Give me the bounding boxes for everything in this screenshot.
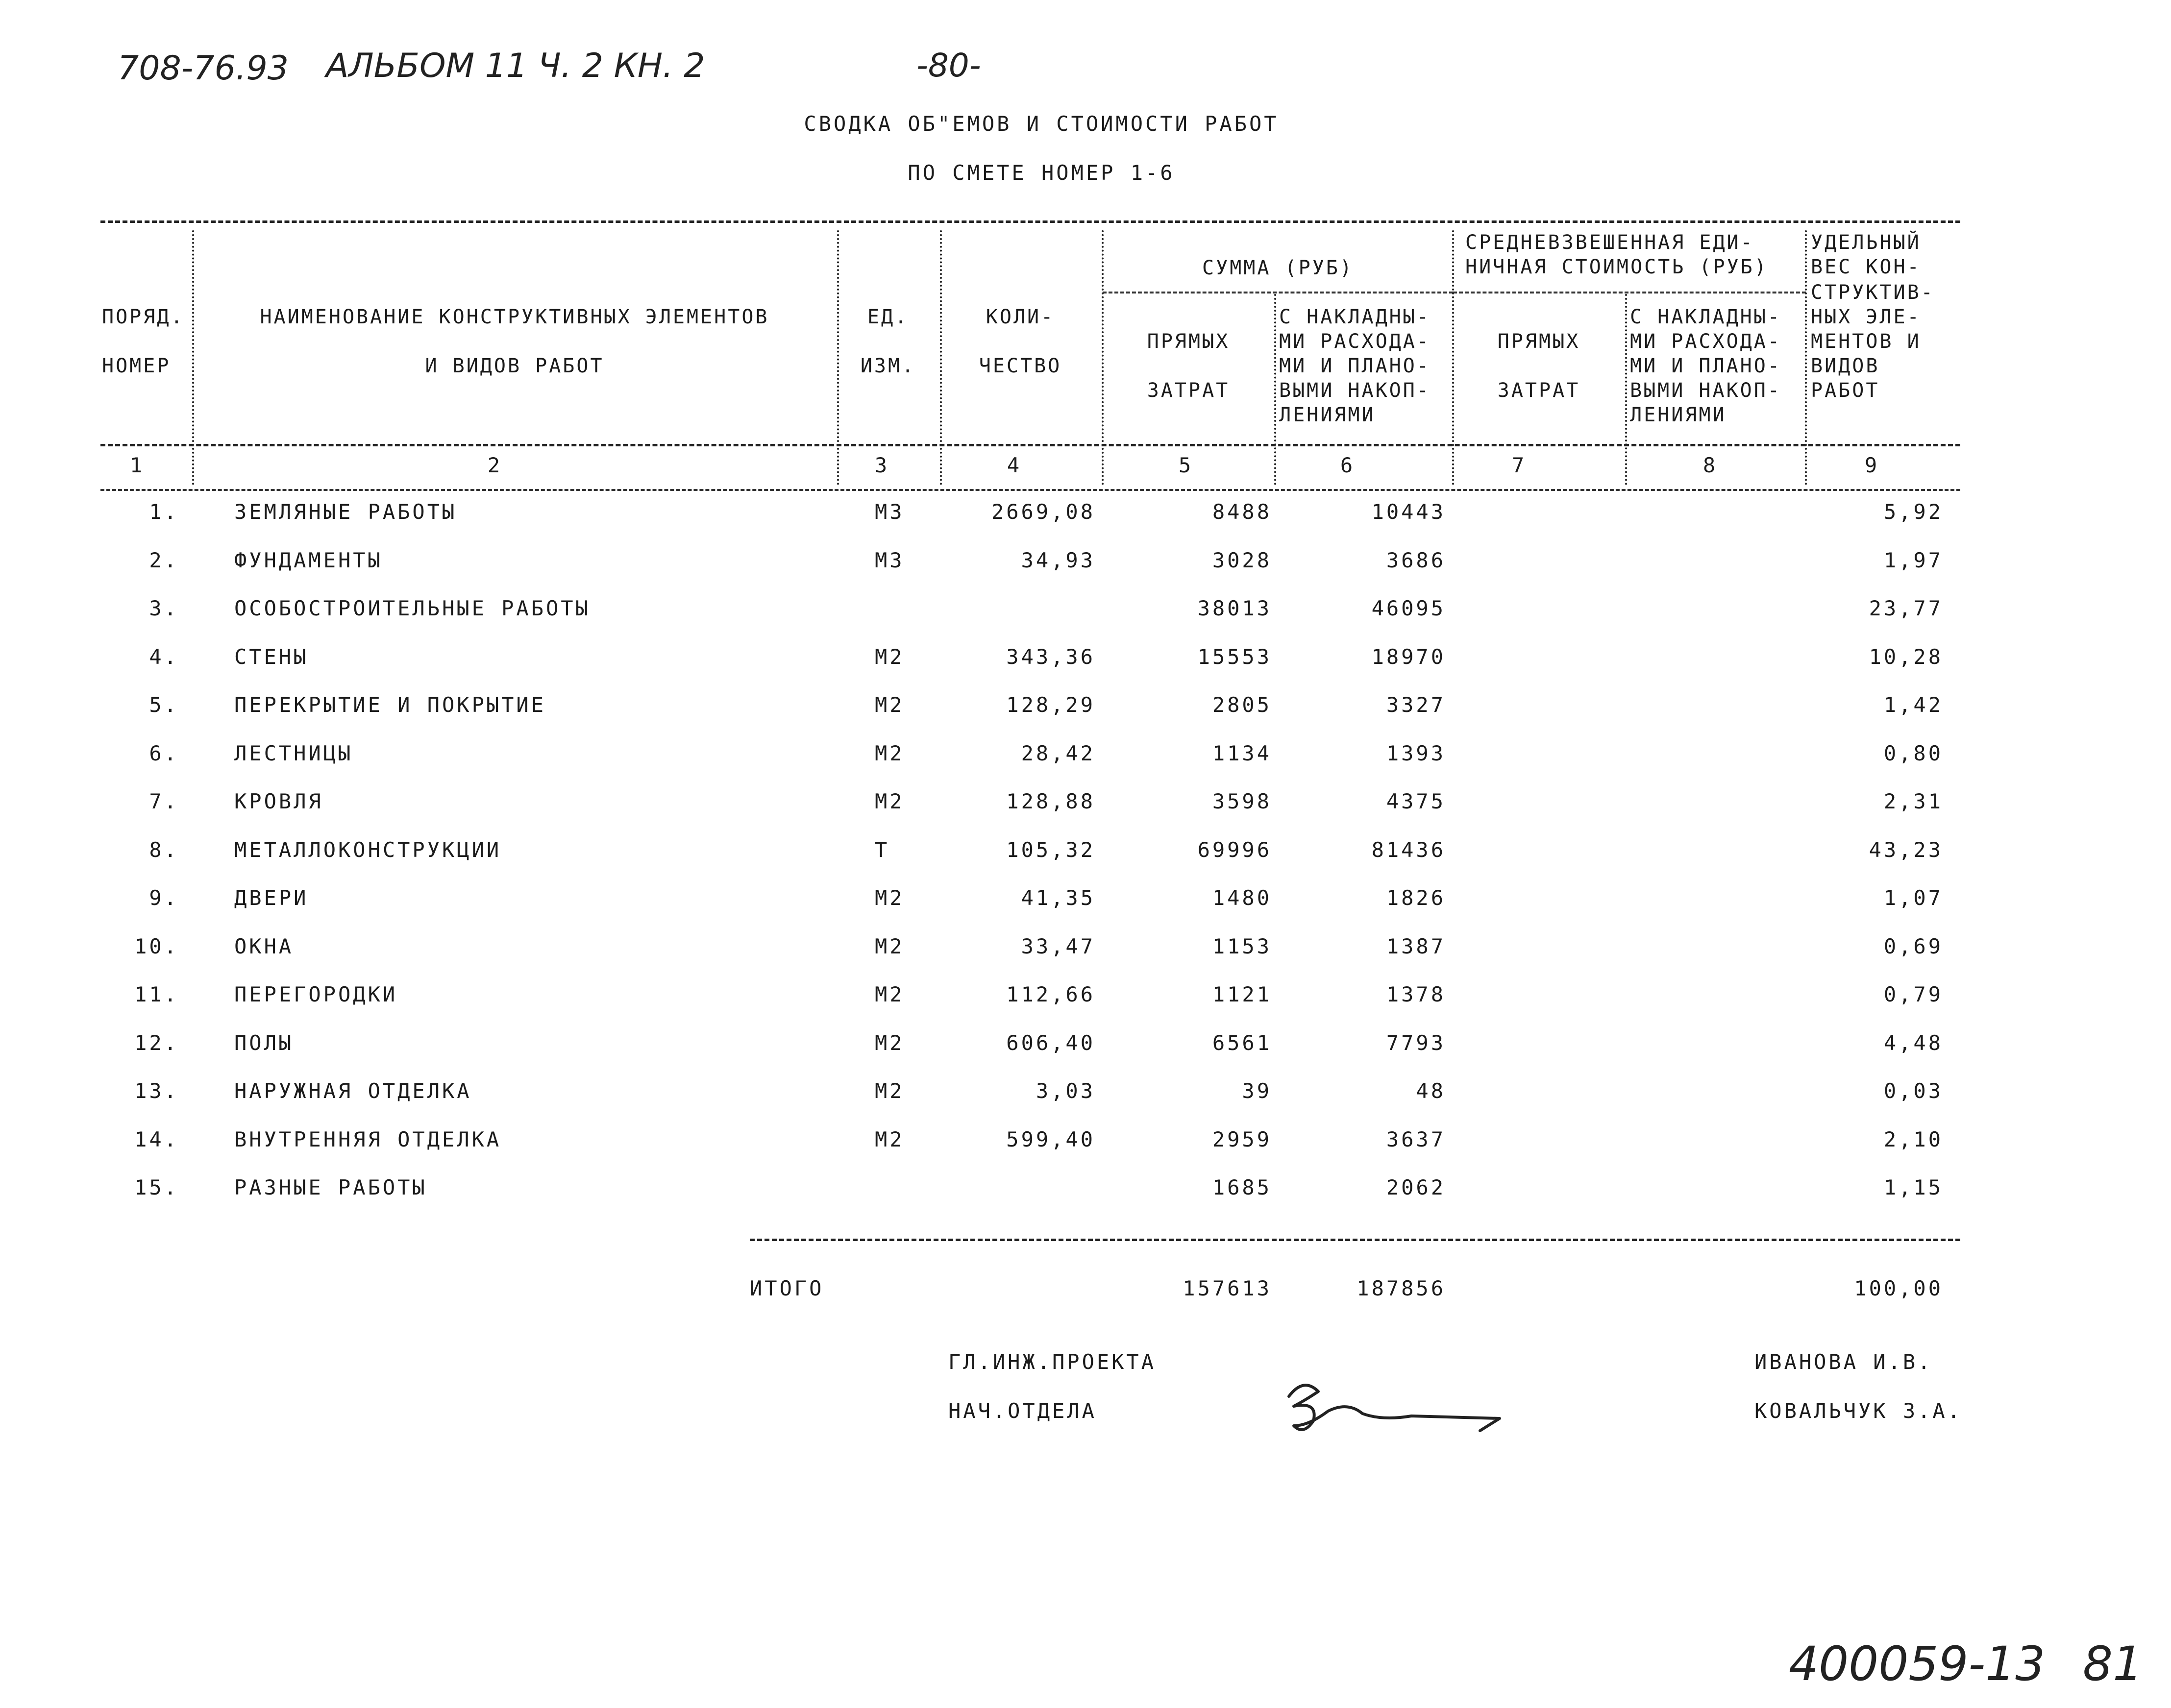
row-unit: Т xyxy=(875,838,890,862)
sheet-number: 81 xyxy=(2083,1636,2143,1691)
row-number: 4. xyxy=(149,645,179,669)
header-col8-line2: МИ РАСХОДА- xyxy=(1630,330,1781,353)
row-name: СТЕНЫ xyxy=(234,645,309,669)
row-share: 0,80 xyxy=(1883,741,1943,765)
table-row xyxy=(0,500,2171,529)
row-direct-cost: 39 xyxy=(1242,1079,1272,1103)
row-overhead-cost: 4375 xyxy=(1386,789,1446,813)
row-number: 3. xyxy=(149,596,179,620)
row-direct-cost: 1134 xyxy=(1212,741,1272,765)
col-sep-6 xyxy=(1452,230,1454,485)
row-share: 43,23 xyxy=(1869,838,1943,862)
row-number: 12. xyxy=(134,1031,179,1055)
row-name: КРОВЛЯ xyxy=(234,789,323,813)
table-row xyxy=(0,596,2171,626)
header-col3-line1: ЕД. xyxy=(867,306,909,328)
header-col2-line1: НАИМЕНОВАНИЕ КОНСТРУКТИВНЫХ ЭЛЕМЕНТОВ xyxy=(260,306,769,328)
row-overhead-cost: 7793 xyxy=(1386,1031,1446,1055)
header-col4-line2: ЧЕСТВО xyxy=(979,355,1062,377)
column-number-9: 9 xyxy=(1864,453,1880,477)
row-overhead-cost: 1387 xyxy=(1386,934,1446,958)
col-sep-8 xyxy=(1805,230,1807,485)
header-col5-line1: ПРЯМЫХ xyxy=(1147,330,1230,353)
column-number-5: 5 xyxy=(1178,453,1194,477)
row-name: ПЕРЕГОРОДКИ xyxy=(234,982,398,1006)
col-sep-7 xyxy=(1625,294,1627,485)
row-direct-cost: 69996 xyxy=(1197,838,1272,862)
header-col6-line2: МИ РАСХОДА- xyxy=(1279,330,1431,353)
column-number-3: 3 xyxy=(874,453,890,477)
row-number: 7. xyxy=(149,789,179,813)
row-share: 10,28 xyxy=(1869,645,1943,669)
row-overhead-cost: 46095 xyxy=(1371,596,1446,620)
row-share: 0,03 xyxy=(1883,1079,1943,1103)
doc-code: 708-76.93 xyxy=(118,49,289,88)
table-row xyxy=(0,789,2171,819)
header-col8-line3: МИ И ПЛАНО- xyxy=(1630,355,1781,377)
total-share: 100,00 xyxy=(1854,1276,1943,1300)
row-overhead-cost: 18970 xyxy=(1371,645,1446,669)
table-row xyxy=(0,1031,2171,1060)
row-share: 0,69 xyxy=(1883,934,1943,958)
row-direct-cost: 1153 xyxy=(1212,934,1272,958)
column-number-7: 7 xyxy=(1511,453,1527,477)
row-quantity: 599,40 xyxy=(1006,1127,1095,1151)
row-share: 1,97 xyxy=(1883,548,1943,572)
row-share: 1,15 xyxy=(1883,1175,1943,1199)
row-overhead-cost: 2062 xyxy=(1386,1175,1446,1199)
row-direct-cost: 1480 xyxy=(1212,886,1272,910)
row-unit: М2 xyxy=(875,1031,905,1055)
row-quantity: 343,36 xyxy=(1006,645,1095,669)
column-number-2: 2 xyxy=(487,453,503,477)
row-quantity: 112,66 xyxy=(1006,982,1095,1006)
column-number-6: 6 xyxy=(1340,453,1356,477)
row-unit: М2 xyxy=(875,1079,905,1103)
header-avg-group-line2: НИЧНАЯ СТОИМОСТЬ (РУБ) xyxy=(1465,256,1768,278)
row-number: 8. xyxy=(149,838,179,862)
total-direct: 157613 xyxy=(1183,1276,1272,1300)
column-number-4: 4 xyxy=(1007,453,1022,477)
row-share: 2,31 xyxy=(1883,789,1943,813)
row-share: 23,77 xyxy=(1869,596,1943,620)
row-number: 10. xyxy=(134,934,179,958)
row-unit: М3 xyxy=(875,548,905,572)
header-col1-line1: ПОРЯД. xyxy=(102,306,185,328)
row-quantity: 105,32 xyxy=(1006,838,1095,862)
total-overhead: 187856 xyxy=(1357,1276,1446,1300)
header-col9-line4: НЫХ ЭЛЕ- xyxy=(1811,306,1921,328)
row-number: 9. xyxy=(149,886,179,910)
header-avg-group-line1: СРЕДНЕВЗВЕШЕННАЯ ЕДИ- xyxy=(1465,231,1754,254)
header-col8-line5: ЛЕНИЯМИ xyxy=(1630,404,1727,426)
row-name: ПОЛЫ xyxy=(234,1031,294,1055)
row-unit: М2 xyxy=(875,934,905,958)
row-quantity: 33,47 xyxy=(1021,934,1095,958)
header-sum-group: СУММА (РУБ) xyxy=(1202,257,1354,279)
signature-role-chief-engineer: ГЛ.ИНЖ.ПРОЕКТА xyxy=(948,1350,1157,1374)
row-name: ОСОБОСТРОИТЕЛЬНЫЕ РАБОТЫ xyxy=(234,596,591,620)
row-name: ДВЕРИ xyxy=(234,886,309,910)
table-row xyxy=(0,693,2171,722)
header-col2-line2: И ВИДОВ РАБОТ xyxy=(425,355,604,377)
row-quantity: 3,03 xyxy=(1036,1079,1095,1103)
row-name: РАЗНЫЕ РАБОТЫ xyxy=(234,1175,427,1199)
row-number: 15. xyxy=(134,1175,179,1199)
header-col7-line1: ПРЯМЫХ xyxy=(1497,330,1580,353)
row-name: ОКНА xyxy=(234,934,294,958)
row-quantity: 128,29 xyxy=(1006,693,1095,717)
row-overhead-cost: 3686 xyxy=(1386,548,1446,572)
header-col8-line1: С НАКЛАДНЫ- xyxy=(1630,306,1781,328)
table-row xyxy=(0,645,2171,674)
header-col9-line7: РАБОТ xyxy=(1811,379,1880,402)
row-name: НАРУЖНАЯ ОТДЕЛКА xyxy=(234,1079,472,1103)
page-number: -80- xyxy=(916,47,981,84)
row-share: 0,79 xyxy=(1883,982,1943,1006)
header-col5-line2: ЗАТРАТ xyxy=(1147,379,1230,402)
signature-name-2: КОВАЛЬЧУК З.А. xyxy=(1754,1399,1963,1423)
total-label: ИТОГО xyxy=(750,1276,824,1300)
row-number: 14. xyxy=(134,1127,179,1151)
col-sep-5 xyxy=(1274,294,1276,485)
row-name: МЕТАЛЛОКОНСТРУКЦИИ xyxy=(234,838,502,862)
row-share: 5,92 xyxy=(1883,500,1943,524)
row-overhead-cost: 1393 xyxy=(1386,741,1446,765)
row-direct-cost: 8488 xyxy=(1212,500,1272,524)
row-overhead-cost: 10443 xyxy=(1371,500,1446,524)
row-unit: М2 xyxy=(875,982,905,1006)
signature-role-dept-head: НАЧ.ОТДЕЛА xyxy=(948,1399,1097,1423)
header-col9-line5: МЕНТОВ И xyxy=(1811,330,1921,353)
row-name: ЗЕМЛЯНЫЕ РАБОТЫ xyxy=(234,500,457,524)
row-unit: М3 xyxy=(875,500,905,524)
row-direct-cost: 3028 xyxy=(1212,548,1272,572)
column-number-8: 8 xyxy=(1702,453,1718,477)
header-bottom-rule xyxy=(100,444,1960,446)
table-top-rule xyxy=(100,220,1960,223)
row-overhead-cost: 81436 xyxy=(1371,838,1446,862)
row-unit: М2 xyxy=(875,1127,905,1151)
header-col9-line2: ВЕС КОН- xyxy=(1811,256,1921,278)
row-direct-cost: 38013 xyxy=(1197,596,1272,620)
row-overhead-cost: 1826 xyxy=(1386,886,1446,910)
row-quantity: 34,93 xyxy=(1021,548,1095,572)
row-unit: М2 xyxy=(875,693,905,717)
table-row xyxy=(0,934,2171,964)
table-row xyxy=(0,1175,2171,1205)
sum-group-rule xyxy=(1103,292,1453,293)
footer-stamp: 400059-13 xyxy=(1789,1636,2046,1691)
row-name: ЛЕСТНИЦЫ xyxy=(234,741,353,765)
row-number: 2. xyxy=(149,548,179,572)
row-name: ФУНДАМЕНТЫ xyxy=(234,548,383,572)
header-col7-line2: ЗАТРАТ xyxy=(1497,379,1580,402)
row-direct-cost: 6561 xyxy=(1212,1031,1272,1055)
header-col3-line2: ИЗМ. xyxy=(860,355,916,377)
column-numbers-bottom-rule xyxy=(100,489,1960,491)
row-quantity: 41,35 xyxy=(1021,886,1095,910)
header-col1-line2: НОМЕР xyxy=(102,355,171,377)
row-direct-cost: 3598 xyxy=(1212,789,1272,813)
col-sep-1 xyxy=(192,230,194,485)
row-number: 5. xyxy=(149,693,179,717)
header-col9-line6: ВИДОВ xyxy=(1811,355,1880,377)
row-direct-cost: 15553 xyxy=(1197,645,1272,669)
header-col6-line5: ЛЕНИЯМИ xyxy=(1279,404,1376,426)
row-quantity: 606,40 xyxy=(1006,1031,1095,1055)
header-col6-line4: ВЫМИ НАКОП- xyxy=(1279,379,1431,402)
row-unit: М2 xyxy=(875,789,905,813)
row-share: 1,07 xyxy=(1883,886,1943,910)
col-sep-4 xyxy=(1102,230,1104,485)
handwritten-signature xyxy=(1274,1367,1519,1455)
table-row xyxy=(0,886,2171,915)
header-col9-line3: СТРУКТИВ- xyxy=(1811,281,1935,304)
row-number: 13. xyxy=(134,1079,179,1103)
row-direct-cost: 2959 xyxy=(1212,1127,1272,1151)
document-subtitle: ПО СМЕТЕ НОМЕР 1-6 xyxy=(908,161,1175,185)
table-row xyxy=(0,1127,2171,1157)
row-share: 2,10 xyxy=(1883,1127,1943,1151)
table-row xyxy=(0,741,2171,771)
row-overhead-cost: 48 xyxy=(1416,1079,1446,1103)
table-row xyxy=(0,982,2171,1012)
row-number: 6. xyxy=(149,741,179,765)
row-direct-cost: 1121 xyxy=(1212,982,1272,1006)
row-direct-cost: 1685 xyxy=(1212,1175,1272,1199)
row-share: 4,48 xyxy=(1883,1031,1943,1055)
signature-name-1: ИВАНОВА И.В. xyxy=(1754,1350,1933,1374)
column-number-1: 1 xyxy=(129,453,145,477)
header-col4-line1: КОЛИ- xyxy=(986,306,1055,328)
row-number: 1. xyxy=(149,500,179,524)
table-row xyxy=(0,1079,2171,1108)
avg-group-rule xyxy=(1453,292,1806,293)
row-unit: М2 xyxy=(875,645,905,669)
row-quantity: 128,88 xyxy=(1006,789,1095,813)
row-number: 11. xyxy=(134,982,179,1006)
row-unit: М2 xyxy=(875,741,905,765)
row-overhead-cost: 1378 xyxy=(1386,982,1446,1006)
row-overhead-cost: 3327 xyxy=(1386,693,1446,717)
table-row xyxy=(0,838,2171,867)
document-title: СВОДКА ОБ"ЕМОВ И СТОИМОСТИ РАБОТ xyxy=(804,112,1279,136)
table-row xyxy=(0,548,2171,578)
row-share: 1,42 xyxy=(1883,693,1943,717)
header-col6-line3: МИ И ПЛАНО- xyxy=(1279,355,1431,377)
header-col8-line4: ВЫМИ НАКОП- xyxy=(1630,379,1781,402)
header-col6-line1: С НАКЛАДНЫ- xyxy=(1279,306,1431,328)
album-reference: АЛЬБОМ 11 Ч. 2 КН. 2 xyxy=(326,47,705,85)
row-name: ВНУТРЕННЯЯ ОТДЕЛКА xyxy=(234,1127,502,1151)
row-quantity: 2669,08 xyxy=(991,500,1095,524)
row-overhead-cost: 3637 xyxy=(1386,1127,1446,1151)
row-quantity: 28,42 xyxy=(1021,741,1095,765)
row-direct-cost: 2805 xyxy=(1212,693,1272,717)
row-unit: М2 xyxy=(875,886,905,910)
total-rule xyxy=(750,1239,1960,1241)
row-name: ПЕРЕКРЫТИЕ И ПОКРЫТИЕ xyxy=(234,693,546,717)
header-col9-line1: УДЕЛЬНЫЙ xyxy=(1811,231,1921,254)
